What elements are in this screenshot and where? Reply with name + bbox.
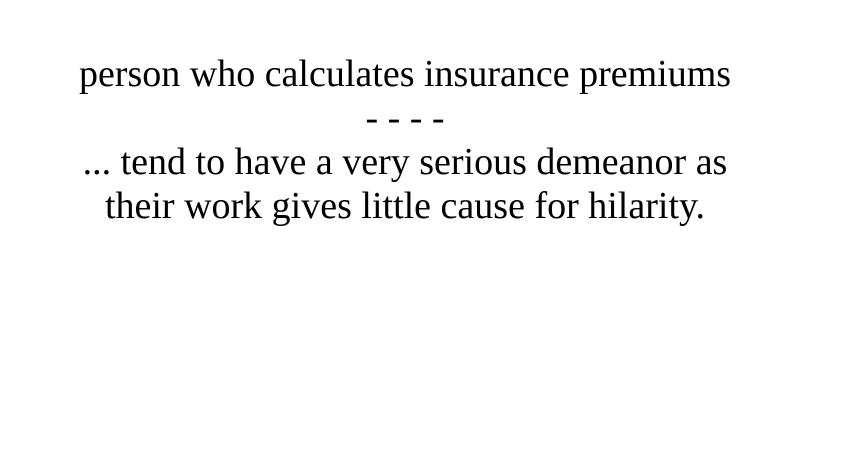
definition-line-2: their work gives little cause for hilarity. <box>104 185 706 227</box>
flashcard <box>0 0 810 228</box>
term-text: person who calculates insurance premiums <box>78 53 732 95</box>
definition-line-1: ... tend to have a very serious demeanor as <box>82 141 728 183</box>
separator: - - - - <box>365 97 445 139</box>
definition-text <box>0 140 810 228</box>
